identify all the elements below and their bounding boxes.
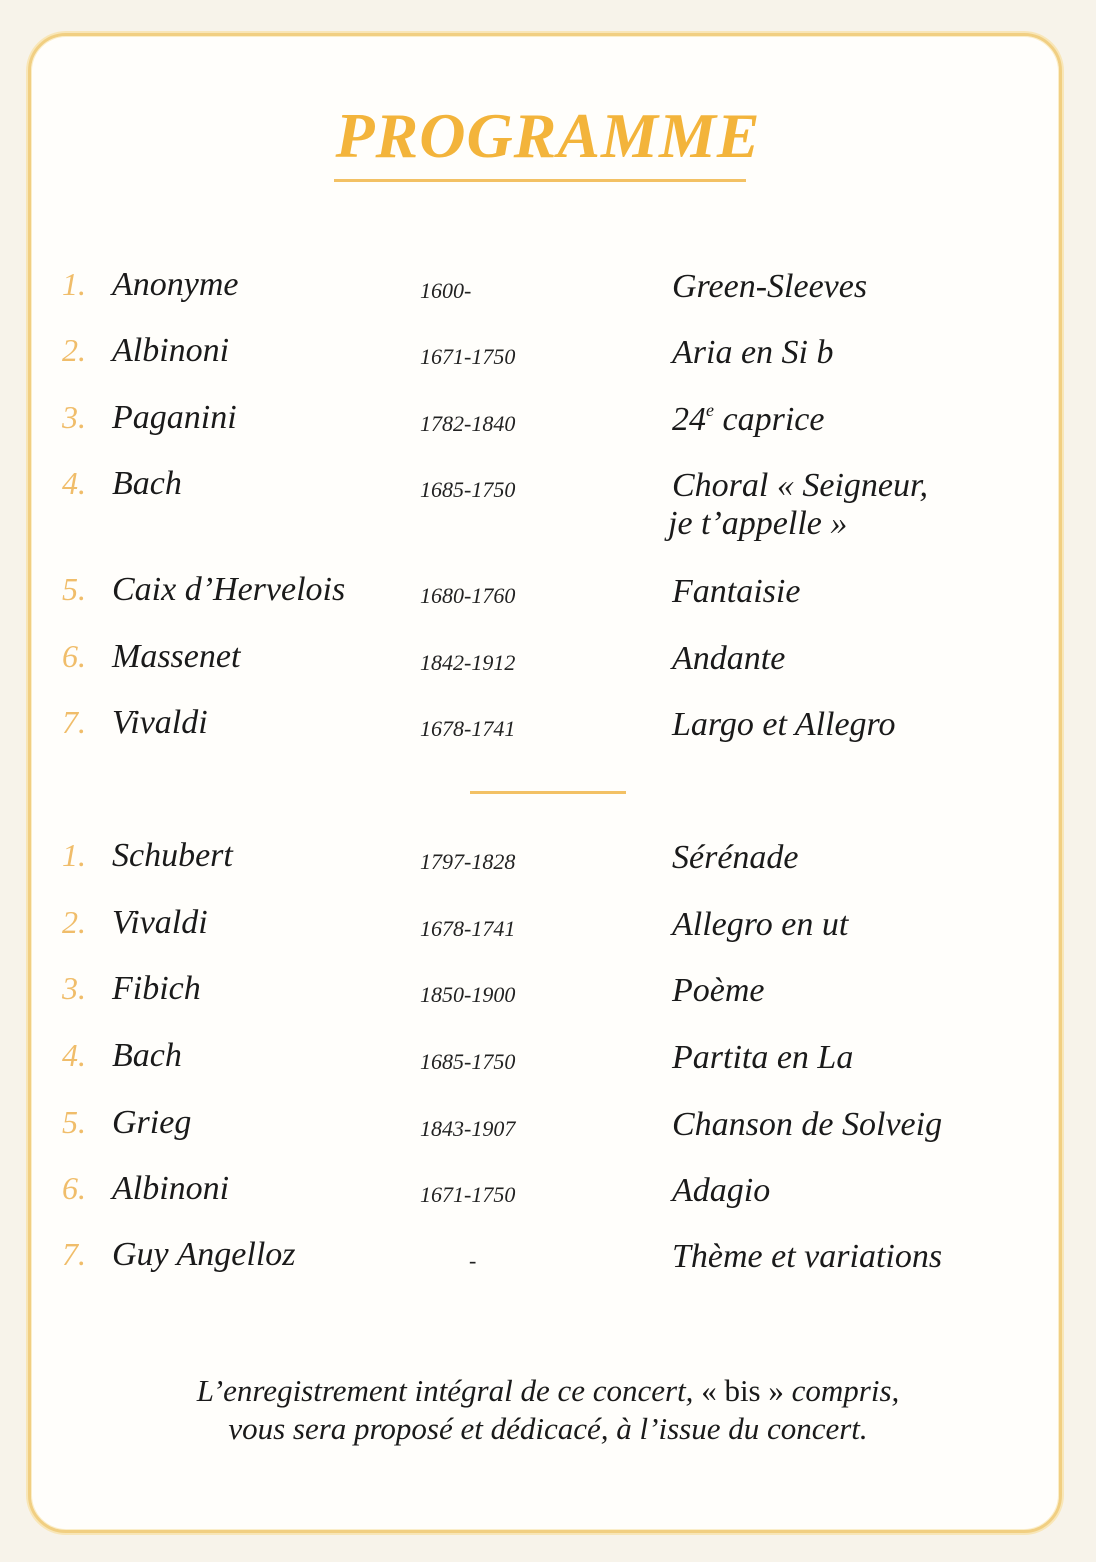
composer-name: Vivaldi — [112, 704, 208, 741]
item-number: 6. — [62, 638, 86, 674]
programme-row — [0, 334, 1096, 378]
composer-dates: 1797-1828 — [420, 849, 516, 874]
composer-dates: 1850-1900 — [420, 982, 516, 1007]
composer-name: Anonyme — [112, 266, 239, 303]
item-number: 5. — [62, 571, 86, 607]
composer-name: Bach — [112, 465, 182, 502]
work-title: Partita en La — [672, 1039, 854, 1076]
work-title: Thème et variations — [672, 1238, 943, 1275]
work-title-main: 24 — [672, 401, 706, 438]
composer-name: Guy Angelloz — [112, 1236, 296, 1273]
composer-dates: 1671-1750 — [420, 1182, 516, 1207]
work-title: Green-Sleeves — [672, 268, 868, 305]
composer-name: Paganini — [112, 399, 237, 436]
programme-row — [0, 839, 1096, 883]
work-title: Largo et Allegro — [672, 706, 896, 743]
section-divider — [470, 791, 626, 794]
composer-name: Caix d’Hervelois — [112, 571, 346, 608]
work-title: Sérénade — [672, 839, 799, 876]
title-underline — [334, 179, 746, 182]
page-title: PROGRAMME — [335, 100, 761, 171]
work-title: Adagio — [672, 1172, 771, 1209]
work-title: Poème — [672, 972, 765, 1009]
item-number: 7. — [62, 1236, 86, 1272]
composer-dates: 1678-1741 — [420, 716, 516, 741]
programme-row — [0, 906, 1096, 950]
work-title: Chanson de Solveig — [672, 1106, 943, 1143]
item-number: 3. — [62, 970, 86, 1006]
work-title-line2: je t’appelle » — [668, 505, 848, 542]
programme-row — [0, 573, 1096, 617]
work-title-rest: caprice — [714, 401, 825, 438]
programme-row — [0, 706, 1096, 750]
composer-dates: 1680-1760 — [420, 583, 516, 608]
composer-name: Massenet — [112, 638, 241, 675]
composer-dates: 1678-1741 — [420, 916, 516, 941]
notice-text: L’enregistrement intégral de ce concert, — [196, 1373, 702, 1408]
composer-name: Albinoni — [112, 332, 230, 369]
page-frame — [28, 33, 1062, 1533]
item-number: 4. — [62, 1037, 86, 1073]
item-number: 7. — [62, 704, 86, 740]
item-number: 2. — [62, 904, 86, 940]
work-title: Fantaisie — [672, 573, 801, 610]
recording-notice-line1 — [0, 1372, 1096, 1410]
programme-row — [0, 1238, 1096, 1282]
work-title-superscript: e — [706, 400, 714, 420]
composer-name: Grieg — [112, 1104, 192, 1141]
item-number: 1. — [62, 266, 86, 302]
item-number: 4. — [62, 465, 86, 501]
notice-bis: « bis » — [701, 1373, 784, 1408]
work-title: Aria en Si b — [672, 334, 834, 371]
composer-dates: 1685-1750 — [420, 1049, 516, 1074]
item-number: 1. — [62, 837, 86, 873]
notice-text: compris, — [783, 1373, 900, 1408]
composer-dates: 1843-1907 — [420, 1116, 516, 1141]
programme-row — [0, 972, 1096, 1016]
recording-notice-line2: vous sera proposé et dédicacé, à l’issue du concert. — [228, 1411, 868, 1446]
composer-dates: 1671-1750 — [420, 344, 516, 369]
programme-row — [0, 640, 1096, 684]
item-number: 2. — [62, 332, 86, 368]
composer-dates: 1685-1750 — [420, 477, 516, 502]
work-title: Andante — [672, 640, 786, 677]
programme-row — [0, 1172, 1096, 1216]
composer-name: Albinoni — [112, 1170, 230, 1207]
composer-dates: 1600- — [420, 278, 472, 303]
composer-dates: 1782-1840 — [420, 411, 516, 436]
programme-row — [0, 1106, 1096, 1150]
programme-row — [0, 465, 1096, 542]
item-number: 5. — [62, 1104, 86, 1140]
item-number: 3. — [62, 399, 86, 435]
work-title — [672, 401, 1052, 439]
composer-name: Schubert — [112, 837, 233, 874]
composer-dates: 1842-1912 — [420, 650, 516, 675]
composer-name: Vivaldi — [112, 904, 208, 941]
composer-dates: - — [469, 1248, 477, 1273]
programme-row — [0, 1039, 1096, 1083]
composer-name: Bach — [112, 1037, 182, 1074]
work-title: Allegro en ut — [672, 906, 849, 943]
item-number: 6. — [62, 1170, 86, 1206]
work-title-line1: Choral « Seigneur, — [672, 467, 928, 504]
composer-name: Fibich — [112, 970, 201, 1007]
programme-row — [0, 401, 1096, 445]
programme-row — [0, 268, 1096, 312]
work-title — [668, 467, 1052, 543]
recording-notice — [0, 1372, 1096, 1448]
